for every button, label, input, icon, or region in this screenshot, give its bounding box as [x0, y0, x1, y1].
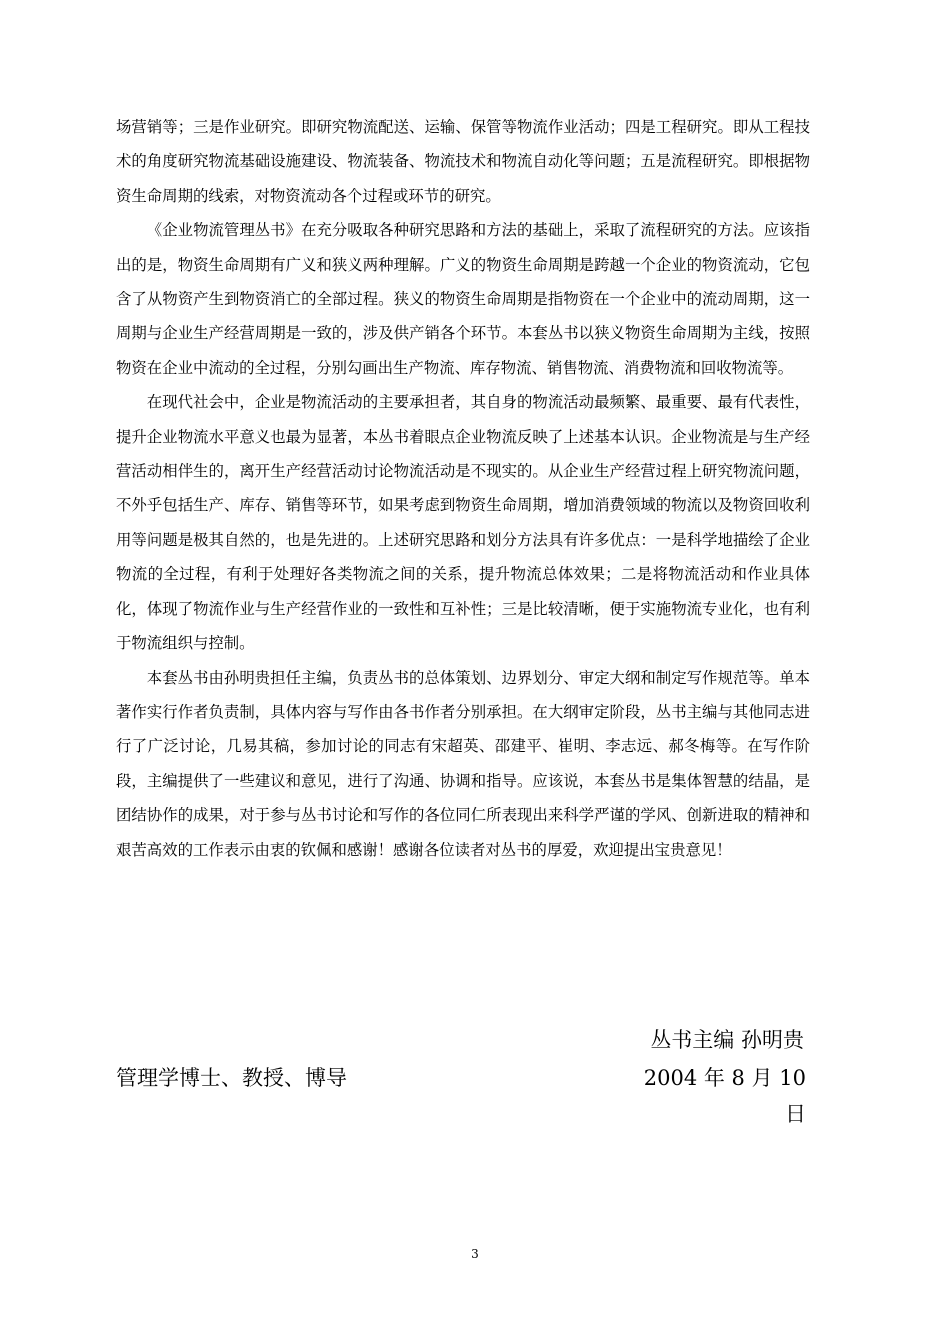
page-number: 3 — [471, 1247, 479, 1261]
paragraph-enterprise-logistics: 在现代社会中，企业是物流活动的主要承担者，其自身的物流活动最频繁、最重要、最有代表性，提升企业物流水平意义也最为显著，本丛书着眼点企业物流反映了上述基本认识。企业物流是与生产经营活动相伴生的，离开生产经营活动讨论物流活动是不现实的。从企业生产经营过程上研究物流问题，不外乎包括生产、库存、销售等环节，如果考虑到物资生命周期，增加消费领域的物流以及物资回收利用等问题是极其自然的，也是先进的。上述研究思路和划分方法具有许多优点：一是科学地描绘了企业物流的全过程，有利于处理好各类物流之间的关系，提升物流总体效果；二是将物流活动和作业具体化，体现了物流作业与生产经营作业的一致性和互补性；三是比较清晰，便于实施物流专业化，也有利于物流组织与控制。 — [116, 393, 810, 653]
signature-title: 管理学博士、教授、博导 — [116, 1066, 347, 1090]
paragraph-continuation: 场营销等；三是作业研究。即研究物流配送、运输、保管等物流作业活动；四是工程研究。即从工程技术的角度研究物流基础设施建设、物流装备、物流技术和物流自动化等问题；五是流程研究。即根据物资生命周期的线索，对物资流动各个过程或环节的研究。 — [116, 118, 810, 205]
paragraph-acknowledgements: 本套丛书由孙明贵担任主编，负责丛书的总体策划、边界划分、审定大纲和制定写作规范等。单本著作实行作者负责制，具体内容与写作由各书作者分别承担。在大纲审定阶段，丛书主编与其他同志进行了广泛讨论，几易其稿，参加讨论的同志有宋超英、邵建平、崔明、李志远、郝冬梅等。在写作阶段，主编提供了一些建议和意见，进行了沟通、协调和指导。应该说，本套丛书是集体智慧的结晶，是团结协作的成果，对于参与丛书讨论和写作的各位同仁所表现出来科学严谨的学风、创新进取的精神和艰苦高效的工作表示由衷的钦佩和感谢！感谢各位读者对丛书的厚爱，欢迎提出宝贵意见！ — [116, 668, 810, 859]
body-text — [116, 110, 810, 867]
paragraph-research-method: 《企业物流管理丛书》在充分吸取各种研究思路和方法的基础上，采取了流程研究的方法。应该指出的是，物资生命周期有广义和狭义两种理解。广义的物资生命周期是跨越一个企业的物资流动，它包含了从物资产生到物资消亡的全部过程。狭义的物资生命周期是指物资在一个企业中的流动周期，这一周期与企业生产经营周期是一致的，涉及供产销各个环节。本套丛书以狭义物资生命周期为主线，按照物资在企业中流动的全过程，分别勾画出生产物流、库存物流、销售物流、消费物流和回收物流等。 — [116, 221, 810, 377]
signature-editor: 丛书主编 孙明贵 — [650, 1028, 804, 1052]
signature-date-day: 日 — [785, 1102, 806, 1126]
signature-date: 2004 年 8 月 10 — [643, 1066, 806, 1090]
